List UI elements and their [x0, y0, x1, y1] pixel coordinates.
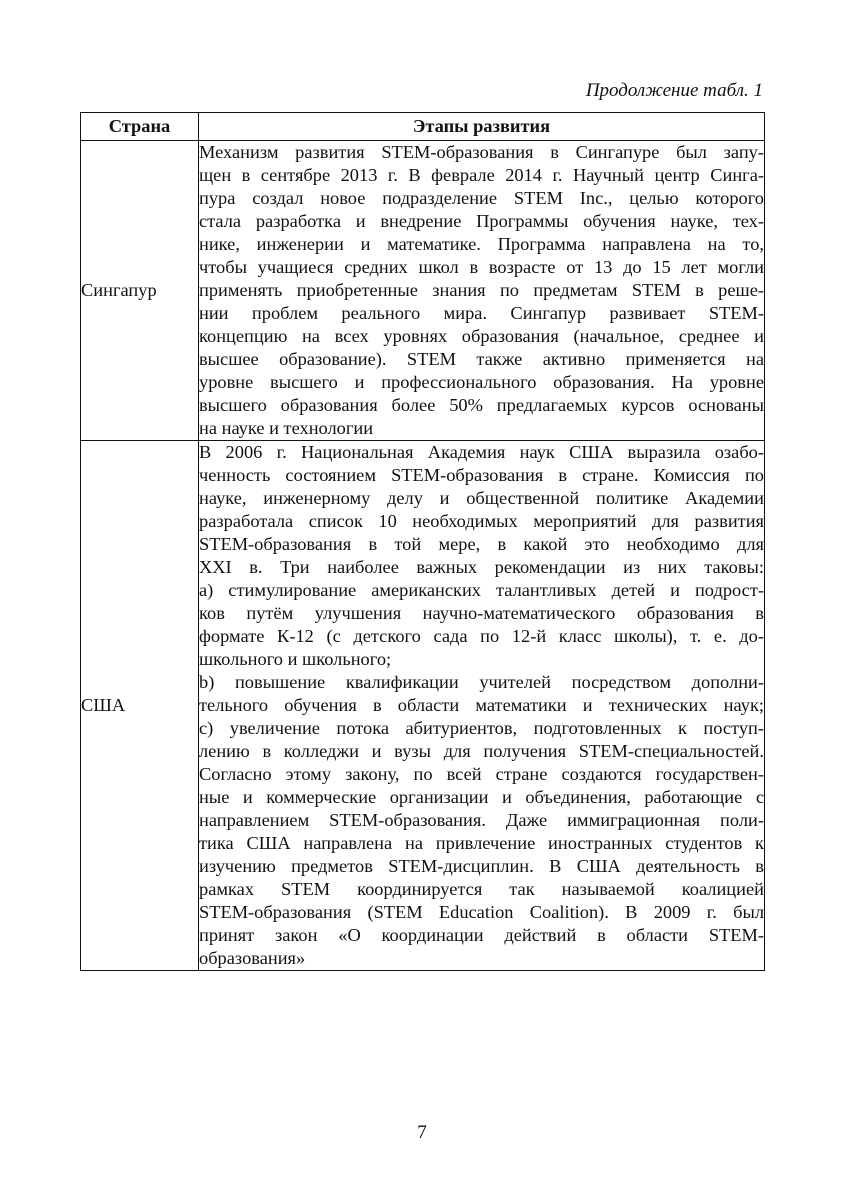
text-line: образования»	[199, 948, 306, 968]
table-row-singapore	[81, 141, 765, 441]
text-line: В 2006 г. Национальная Академия наук США выразила озабо-	[199, 442, 764, 462]
text-line: тика США направлена на привлечение иностранных студентов к	[199, 833, 764, 853]
text-line: концепцию на всех уровнях образования (начальное, среднее и	[199, 326, 764, 346]
text-line: ков путём улучшения научно-математического образования в	[199, 603, 764, 623]
text-line: а) стимулирование американских талантливых детей и подрост-	[199, 580, 764, 600]
column-header-country: Страна	[81, 113, 199, 141]
text-line: STEM-образования (STEM Education Coalition). В 2009 г. был	[199, 902, 764, 922]
page-number: 7	[417, 1122, 427, 1143]
text-line: рамках STEM координируется так называемой коалицией	[199, 879, 764, 899]
stages-cell	[199, 441, 765, 971]
text-line: нике, инженерии и математике. Программа направлена на то,	[199, 234, 764, 254]
text-line: щен в сентябре 2013 г. В феврале 2014 г. Научный центр Синга-	[199, 165, 764, 185]
table-caption: Продолжение табл. 1	[585, 80, 763, 101]
text-line: ченность состоянием STEM-образования в стране. Комиссия по	[199, 465, 764, 485]
text-line: принят закон «О координации действий в области STEM-	[199, 925, 764, 945]
text-line: стала разработка и внедрение Программы обучения науке, тех-	[199, 211, 764, 231]
text-line: Согласно этому закону, по всей стране создаются государствен-	[199, 764, 764, 784]
text-line: XXI в. Три наиболее важных рекомендации из них таковы:	[199, 557, 764, 577]
text-line: изучению предметов STEM-дисциплин. В США деятельность в	[199, 856, 764, 876]
country-cell: Сингапур	[81, 141, 199, 441]
text-line: высшего образования более 50% предлагаемых курсов основаны	[199, 395, 764, 415]
table-header-row	[81, 113, 765, 141]
text-line: высшее образование). STEM также активно применяется на	[199, 349, 764, 369]
text-line: нии проблем реального мира. Сингапур развивает STEM-	[199, 303, 764, 323]
text-line: лению в колледжи и вузы для получения STEM-специальностей.	[199, 741, 764, 761]
text-line: школьного и школьного;	[199, 649, 392, 669]
table-row-usa	[81, 441, 765, 971]
development-stages-table	[80, 112, 765, 971]
text-line: формате К-12 (с детского сада по 12-й класс школы), т. е. до-	[199, 626, 764, 646]
text-line: Механизм развития STEM-образования в Сингапуре был запу-	[199, 142, 764, 162]
text-line: с) увеличение потока абитуриентов, подготовленных к поступ-	[199, 718, 764, 738]
text-line: направлением STEM-образования. Даже иммиграционная поли-	[199, 810, 764, 830]
stages-cell	[199, 141, 765, 441]
country-cell: США	[81, 441, 199, 971]
text-line: уровне высшего и профессионального образования. На уровне	[199, 372, 764, 392]
text-line: чтобы учащиеся средних школ в возрасте от 13 до 15 лет могли	[199, 257, 764, 277]
text-line: разработала список 10 необходимых мероприятий для развития	[199, 511, 764, 531]
text-line: на науке и технологии	[199, 418, 374, 438]
text-line: пура создал новое подразделение STEM Inc., целью которого	[199, 188, 764, 208]
column-header-stages: Этапы развития	[199, 113, 765, 141]
text-line: применять приобретенные знания по предметам STEM в реше-	[199, 280, 764, 300]
text-line: тельного обучения в области математики и технических наук;	[199, 695, 764, 715]
text-line: STEM-образования в той мере, в какой это необходимо для	[199, 534, 764, 554]
text-line: ные и коммерческие организации и объединения, работающие с	[199, 787, 764, 807]
text-line: b) повышение квалификации учителей посредством дополни-	[199, 672, 764, 692]
text-line: науке, инженерному делу и общественной политике Академии	[199, 488, 764, 508]
